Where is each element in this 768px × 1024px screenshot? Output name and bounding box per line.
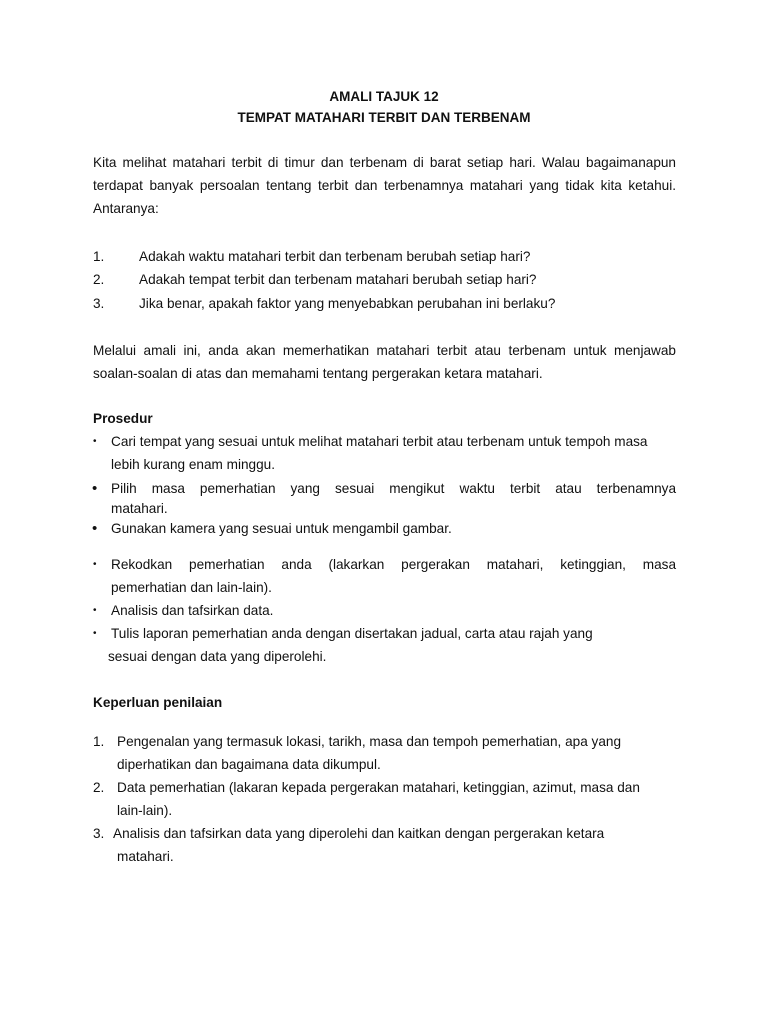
- prosedur-item: [93, 622, 676, 668]
- prosedur-text-line: Tulis laporan pemerhatian anda dengan disertakan jadual, carta atau rajah yang: [111, 626, 593, 641]
- penilaian-heading: Keperluan penilaian: [93, 695, 223, 710]
- bullet-marker: •: [92, 520, 98, 537]
- prosedur-text-line: Pilih masa pemerhatian yang sesuai mengikut waktu terbit atau terbenamnya: [111, 481, 676, 496]
- prosedur-item: [93, 599, 676, 622]
- intro-paragraph: Kita melihat matahari terbit di timur dan terbenam di barat setiap hari. Walau bagaimanapun terdapat banyak persoalan tentang terbit dan terbenamnya matahari yang tidak kita ketahui. Antaranya:: [93, 155, 676, 216]
- prosedur-item: [93, 477, 676, 520]
- penilaian-text-line: lain-lain).: [117, 803, 173, 818]
- penilaian-text-line: Data pemerhatian (lakaran kepada pergerakan matahari, ketinggian, azimut, masa dan: [117, 780, 640, 795]
- question-item: [93, 245, 693, 268]
- purpose-paragraph: Melalui amali ini, anda akan memerhatikan matahari terbit atau terbenam untuk menjawab soalan-soalan di atas dan memahami tentang pergerakan ketara matahari.: [93, 343, 676, 381]
- question-number: 1.: [93, 249, 105, 264]
- penilaian-item: [93, 730, 676, 776]
- penilaian-text-line: Pengenalan yang termasuk lokasi, tarikh, masa dan tempoh pemerhatian, apa yang: [117, 734, 622, 749]
- penilaian-item: [93, 822, 676, 868]
- prosedur-item: [93, 517, 676, 540]
- penilaian-number: 1.: [93, 734, 105, 749]
- penilaian-text-line: Analisis dan tafsirkan data yang diperolehi dan kaitkan dengan pergerakan ketara: [113, 826, 605, 841]
- bullet-marker: •: [92, 480, 98, 497]
- prosedur-heading: Prosedur: [93, 411, 153, 426]
- document-subtitle: TEMPAT MATAHARI TERBIT DAN TERBENAM: [237, 110, 531, 125]
- prosedur-item: [93, 430, 676, 476]
- question-number: 3.: [93, 296, 105, 311]
- bullet-marker: •: [93, 628, 97, 639]
- question-text: Adakah waktu matahari terbit dan terbenam berubah setiap hari?: [139, 249, 531, 264]
- prosedur-text-line: Gunakan kamera yang sesuai untuk mengambil gambar.: [111, 521, 452, 536]
- question-item: [93, 292, 693, 315]
- penilaian-item: [93, 776, 676, 822]
- bullet-marker: •: [93, 436, 97, 447]
- prosedur-text-line: lebih kurang enam minggu.: [111, 457, 275, 472]
- prosedur-text-line: matahari.: [111, 501, 168, 516]
- prosedur-text-line: pemerhatian dan lain-lain).: [111, 580, 272, 595]
- document-title: AMALI TAJUK 12: [329, 89, 439, 104]
- question-number: 2.: [93, 272, 105, 287]
- prosedur-text-line: Cari tempat yang sesuai untuk melihat matahari terbit atau terbenam untuk tempoh masa: [111, 434, 648, 449]
- question-text: Jika benar, apakah faktor yang menyebabkan perubahan ini berlaku?: [139, 296, 556, 311]
- prosedur-item: [93, 553, 676, 599]
- penilaian-number: 2.: [93, 780, 105, 795]
- penilaian-text-line: matahari.: [117, 849, 174, 864]
- prosedur-text-line: Analisis dan tafsirkan data.: [111, 603, 274, 618]
- prosedur-text-line: sesuai dengan data yang diperolehi.: [108, 649, 327, 664]
- bullet-marker: •: [93, 605, 97, 616]
- question-item: [93, 268, 693, 291]
- question-text: Adakah tempat terbit dan terbenam matahari berubah setiap hari?: [139, 272, 537, 287]
- penilaian-number: 3.: [93, 826, 105, 841]
- bullet-marker: •: [93, 559, 97, 570]
- prosedur-text-line: Rekodkan pemerhatian anda (lakarkan pergerakan matahari, ketinggian, masa: [111, 557, 676, 572]
- penilaian-text-line: diperhatikan dan bagaimana data dikumpul.: [117, 757, 381, 772]
